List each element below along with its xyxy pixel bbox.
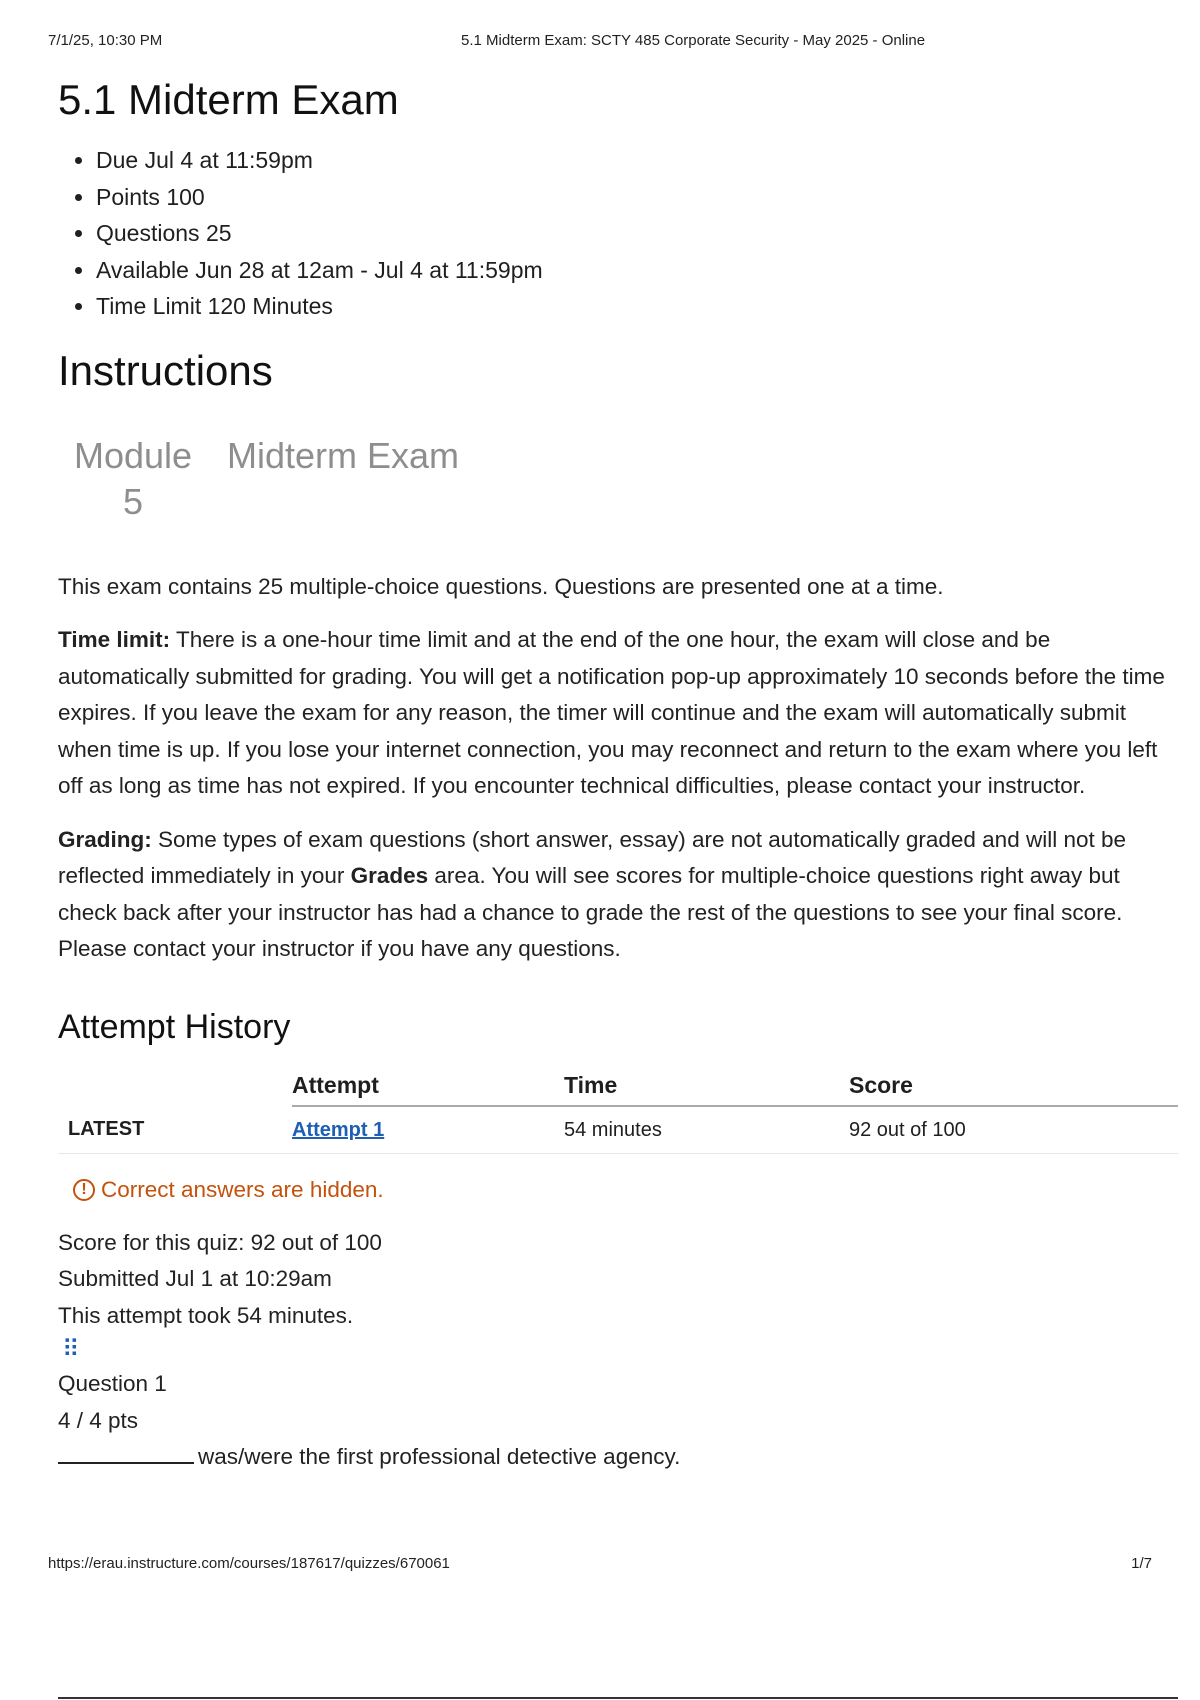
module-number-box bbox=[73, 433, 193, 525]
quiz-time-limit: • Time Limit 120 Minutes bbox=[96, 288, 1178, 325]
print-url: https://erau.instructure.com/courses/187617/quizzes/670061 bbox=[48, 1555, 450, 1572]
grades-emphasis: Grades bbox=[350, 863, 429, 888]
attempt-table-header-row bbox=[58, 1068, 1178, 1106]
quiz-details-list bbox=[58, 142, 1178, 325]
quiz-score: Score for this quiz: 92 out of 100 bbox=[58, 1229, 382, 1255]
attempt-status: LATEST bbox=[58, 1106, 292, 1154]
attempt-cell bbox=[292, 1106, 564, 1154]
attempt-score: 92 out of 100 bbox=[849, 1106, 1178, 1154]
drag-handle-icon[interactable]: ⠿ bbox=[62, 1336, 80, 1363]
quiz-due-date: • Due Jul 4 at 11:59pm bbox=[96, 142, 1178, 179]
module-banner bbox=[58, 433, 1178, 525]
page-divider bbox=[58, 1697, 1178, 1699]
answer-blank bbox=[58, 1442, 194, 1464]
instructions-intro: This exam contains 25 multiple-choice questions. Questions are presented one at a time. bbox=[58, 573, 944, 599]
time-limit-paragraph bbox=[58, 622, 1178, 805]
score-column-header: Score bbox=[849, 1068, 1178, 1106]
module-label: Module bbox=[73, 434, 193, 476]
question-points: 4 / 4 pts bbox=[58, 1407, 139, 1433]
attempt-column-header: Attempt bbox=[292, 1068, 564, 1106]
print-header bbox=[48, 32, 1160, 52]
submitted-date: Submitted Jul 1 at 10:29am bbox=[58, 1266, 332, 1291]
attempt-history-heading: Attempt History bbox=[58, 1007, 291, 1046]
answers-hidden-notice bbox=[73, 1173, 1178, 1207]
time-limit-text: There is a one-hour time limit and at the end of the one hour, the exam will close and be automatically submitted for grading. You will get a notification pop-up approximately 10 seconds before the time expires. If you leave the exam for any reason, the timer will continue and the exam will automatically submit when time is up. If you lose your internet connection, you may reconnect and return to the exam where you left off as long as time has not expired. If you encounter technical difficulties, please contact your instructor. bbox=[58, 627, 1165, 798]
question-text-line bbox=[58, 1439, 1178, 1476]
attempt-1-link[interactable]: Attempt 1 bbox=[292, 1118, 385, 1141]
grading-label: Grading: bbox=[58, 826, 152, 852]
question-text: was/were the first professional detective agency. bbox=[198, 1444, 681, 1469]
status-column-header bbox=[58, 1068, 292, 1106]
print-page-number: 1/7 bbox=[1131, 1555, 1152, 1572]
table-row bbox=[58, 1106, 1178, 1154]
module-number: 5 bbox=[122, 480, 144, 522]
print-datetime: 7/1/25, 10:30 PM bbox=[48, 32, 163, 49]
attempt-time: 54 minutes bbox=[564, 1106, 849, 1154]
attempt-duration: This attempt took 54 minutes. bbox=[58, 1302, 354, 1328]
quiz-points: • Points 100 bbox=[96, 179, 1178, 216]
warning-icon: ! bbox=[73, 1179, 95, 1201]
module-title: Midterm Exam bbox=[227, 434, 460, 476]
quiz-content bbox=[58, 68, 1178, 1476]
print-page-title: 5.1 Midterm Exam: SCTY 485 Corporate Security - May 2025 - Online bbox=[461, 32, 926, 49]
quiz-availability: • Available Jun 28 at 12am - Jul 4 at 11:59pm bbox=[96, 252, 1178, 289]
quiz-summary bbox=[58, 1225, 1178, 1335]
time-limit-label: Time limit: bbox=[58, 627, 171, 652]
attempt-history-table bbox=[58, 1068, 1178, 1154]
quiz-question-count: • Questions 25 bbox=[96, 215, 1178, 252]
question-1 bbox=[58, 1366, 1178, 1476]
grading-paragraph bbox=[58, 822, 1178, 968]
time-column-header: Time bbox=[564, 1068, 849, 1106]
answers-hidden-text: Correct answers are hidden. bbox=[101, 1176, 384, 1202]
instructions-heading: Instructions bbox=[58, 346, 273, 394]
grading-text-end: area. You will see scores for multiple-choice questions right away but check back after your instructor has had a chance to grade the rest of the questions to see your final score. Please contact your instructor if you have any questions. bbox=[58, 863, 1123, 961]
question-label: Question 1 bbox=[58, 1371, 167, 1396]
grading-text-start: Some types of exam questions (short answer, essay) are not automatically graded and will not be reflected immediately in your bbox=[58, 826, 1127, 888]
quiz-title: 5.1 Midterm Exam bbox=[58, 76, 399, 123]
